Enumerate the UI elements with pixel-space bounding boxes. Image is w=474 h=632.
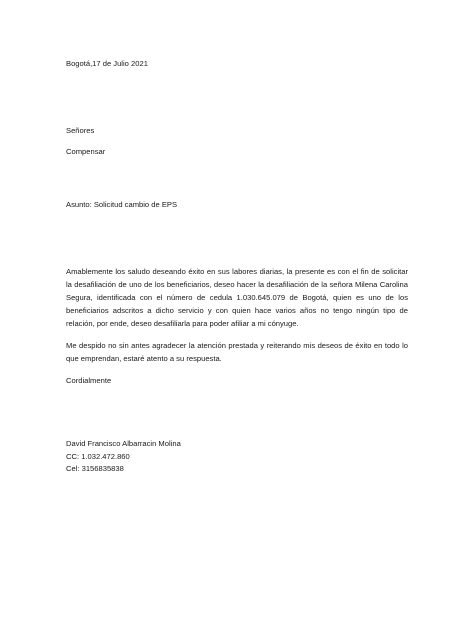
signature-cel: Cel: 3156835838 xyxy=(66,464,124,473)
letter-closing: Cordialmente xyxy=(66,376,112,385)
letter-subject: Asunto: Solicitud cambio de EPS xyxy=(66,200,178,209)
recipient-name: Compensar xyxy=(66,147,106,156)
signature-name: David Francisco Albarracin Molina xyxy=(66,439,181,448)
body-paragraph-2: Me despido no sin antes agradecer la atención prestada y reiterando mis deseos de éxito en todo lo que emprendan, estaré atento a su respuesta. xyxy=(66,341,408,363)
letter-date: Bogotá,17 de Julio 2021 xyxy=(66,59,148,68)
signature-block xyxy=(66,438,408,476)
recipient-greeting: Señores xyxy=(66,126,95,135)
body-paragraph-1: Amablemente los saludo deseando éxito en sus labores diarias, la presente es con el fin de solicitar la desafiliación de uno de los beneficiarios, deseo hacer la desafiliación de la señora Milena Carolina Segura, identificada con el número de cedula 1.030.645.079 de Bogotá, quien es uno de los beneficiarios adscritos a dicho servicio y con quien hace varios años no tengo ningún tipo de relación, por ende, deseo desafiliarla para poder afiliar a mi cónyuge. xyxy=(66,267,408,328)
signature-cc: CC: 1.032.472.860 xyxy=(66,451,130,461)
letter-body xyxy=(66,57,408,476)
